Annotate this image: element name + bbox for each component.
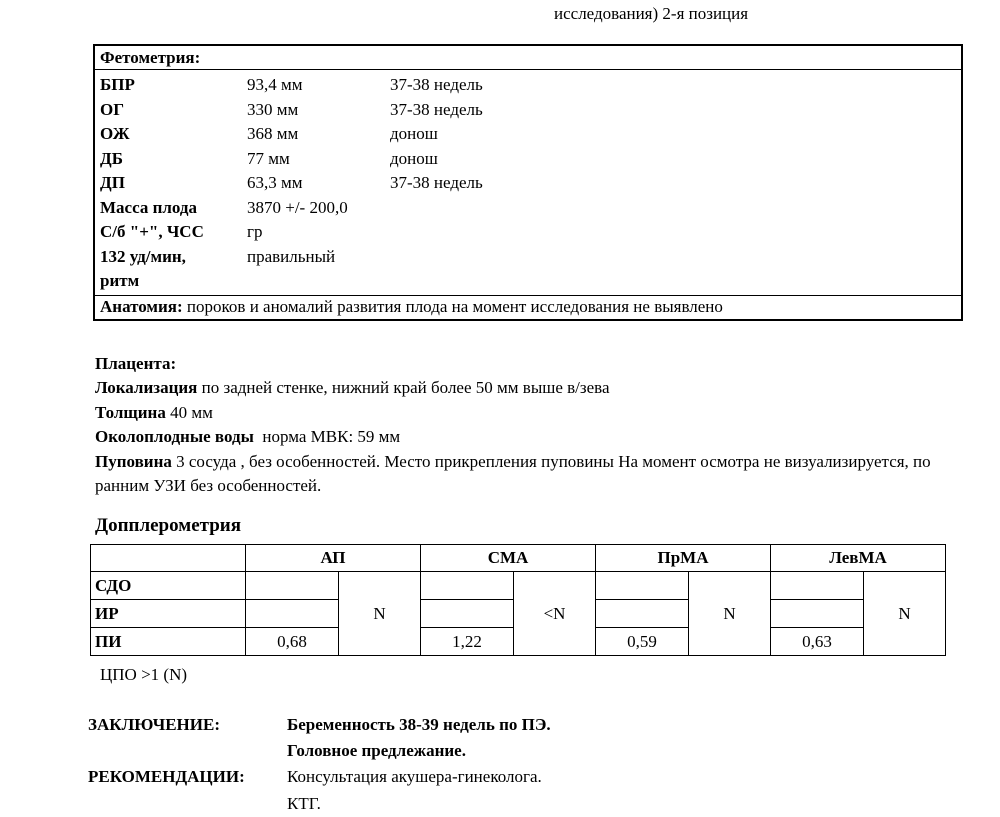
recommendations-label-spacer <box>88 791 287 817</box>
anatomy-text: пороков и аномалий развития плода на момент исследования не выявлено <box>182 296 723 316</box>
doppler-title: Допплерометрия <box>95 515 241 537</box>
fetometry-row-value: 93,4 мм <box>247 75 303 94</box>
doppler-column-header: ПрМА <box>596 545 771 572</box>
doppler-norm-cell: N <box>339 572 421 656</box>
placenta-line-text: 3 сосуда , без особенностей. Место прикрепления пуповины На момент осмотра не визуализируется, по ранним УЗИ без особенностей. <box>95 451 935 496</box>
fetometry-table <box>93 44 963 321</box>
fetometry-multiline-label-line: ритм <box>100 271 140 290</box>
fetometry-row-label: ДБ <box>100 148 123 168</box>
fetometry-row-value: 330 мм <box>247 99 299 119</box>
fetometry-multiline-values <box>247 196 390 294</box>
fetometry-anatomy-row <box>95 295 961 319</box>
recommendations-line: КТГ. <box>287 793 321 813</box>
doppler-cell <box>246 572 339 600</box>
placenta-line-amniotic-fluid <box>95 425 940 450</box>
doppler-cell <box>421 572 514 600</box>
doppler-corner-cell <box>91 545 246 572</box>
fetometry-row-label: ОЖ <box>100 124 130 143</box>
doppler-header-row <box>91 545 946 572</box>
doppler-norm-cell: N <box>864 572 946 656</box>
fetometry-multiline-value-line: правильный <box>247 246 336 266</box>
doppler-norm-cell: <N <box>514 572 596 656</box>
conclusion-section <box>88 712 1000 817</box>
doppler-cell <box>596 572 689 600</box>
doppler-row-label: СДО <box>91 572 246 600</box>
fetometry-row-term: 37-38 недель <box>390 75 483 94</box>
doppler-norm-cell: N <box>689 572 771 656</box>
placenta-line-localization <box>95 376 940 401</box>
placenta-line-text: норма МВК: 59 мм <box>253 427 401 447</box>
fetometry-row-value: 63,3 мм <box>247 173 303 192</box>
fetometry-multiline-term <box>390 196 956 294</box>
fetometry-row-value: 77 мм <box>247 148 290 168</box>
placenta-line-text: по задней стенке, нижний край более 50 мм выше в/зева <box>197 378 610 398</box>
fetometry-row-label: ДП <box>100 173 125 192</box>
doppler-value-cell: 0,59 <box>596 628 689 656</box>
fetometry-title: Фетометрия: <box>95 46 961 70</box>
conclusion-label-spacer <box>88 738 287 764</box>
fetometry-multiline-value-line: гр <box>247 222 263 241</box>
fetometry-multiline-labels <box>100 196 247 294</box>
doppler-row-sdo <box>91 572 946 600</box>
recommendations-line: Консультация акушера-гинеколога. <box>287 767 542 787</box>
placenta-line-label: Пуповина <box>95 451 172 471</box>
doppler-cell <box>246 600 339 628</box>
recommendations-label: РЕКОМЕНДАЦИИ: <box>88 767 245 787</box>
fetometry-multiline-label-line: Масса плода <box>100 197 198 217</box>
fetometry-row-term: донош <box>390 124 438 143</box>
fetometry-multiline-label-line: С/б "+", ЧСС <box>100 222 204 241</box>
doppler-footnote: ЦПО >1 (N) <box>100 665 188 685</box>
fetometry-multiline-value-line: 3870 +/- 200,0 <box>247 197 348 217</box>
anatomy-label: Анатомия: <box>100 296 183 316</box>
doppler-column-header: ЛевМА <box>771 545 946 572</box>
doppler-value-cell: 0,68 <box>246 628 339 656</box>
doppler-table <box>90 544 946 656</box>
fetometry-row-label: БПР <box>100 75 135 94</box>
fetometry-row-term: донош <box>390 148 438 168</box>
doppler-column-header: СМА <box>421 545 596 572</box>
fetometry-row-term: 37-38 недель <box>390 173 483 192</box>
conclusion-line: Головное предлежание. <box>287 741 466 761</box>
header-note: исследования) 2-я позиция <box>554 4 749 23</box>
placenta-line-thickness <box>95 401 940 426</box>
doppler-column-header: АП <box>246 545 421 572</box>
doppler-cell <box>771 600 864 628</box>
doppler-value-cell: 0,63 <box>771 628 864 656</box>
placenta-line-text: 40 мм <box>165 402 213 422</box>
doppler-cell <box>596 600 689 628</box>
placenta-section <box>95 352 940 500</box>
doppler-cell <box>771 572 864 600</box>
conclusion-line: Беременность 38-39 недель по ПЭ. <box>287 715 551 735</box>
fetometry-rows <box>95 70 961 295</box>
fetometry-row-term: 37-38 недель <box>390 99 483 119</box>
placenta-line-label: Толщина <box>95 402 166 422</box>
fetometry-row-label: ОГ <box>100 99 125 119</box>
fetometry-multiline-label-line: 132 уд/мин, <box>100 246 186 266</box>
placenta-line-umbilical-cord <box>95 450 940 499</box>
doppler-cell <box>421 600 514 628</box>
placenta-title: Плацента: <box>95 353 177 373</box>
conclusion-label: ЗАКЛЮЧЕНИЕ: <box>88 715 220 735</box>
placenta-line-label: Локализация <box>95 378 198 398</box>
doppler-row-label: ПИ <box>91 628 246 656</box>
doppler-value-cell: 1,22 <box>421 628 514 656</box>
fetometry-row-value: 368 мм <box>247 124 299 143</box>
doppler-row-label: ИР <box>91 600 246 628</box>
placenta-line-label: Околоплодные воды <box>95 427 254 447</box>
